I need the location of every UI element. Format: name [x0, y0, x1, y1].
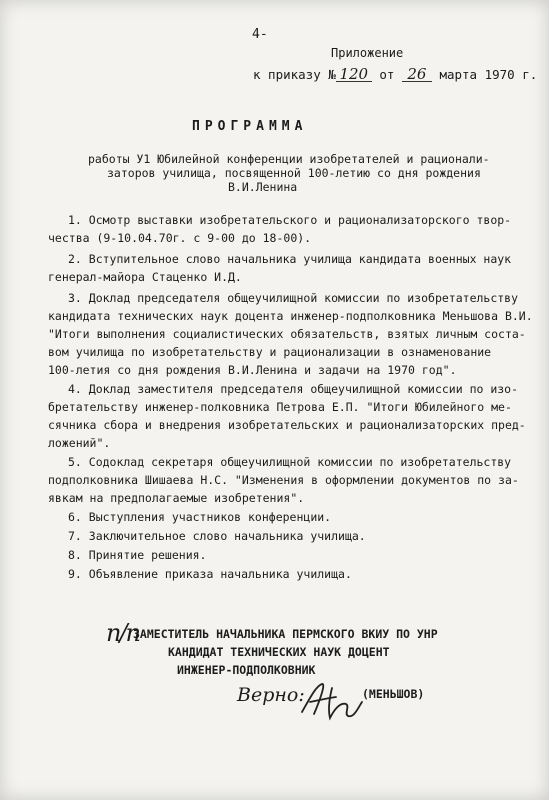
- program-item: 6. Выступления участников конференции.: [68, 510, 332, 524]
- program-item: "Итоги выполнения социалистических обязательств, взятых личным соста-: [48, 327, 526, 341]
- program-item: ложений".: [48, 436, 111, 450]
- signature-title-line: КАНДИДАТ ТЕХНИЧЕСКИХ НАУК ДОЦЕНТ: [168, 645, 390, 659]
- program-item: 9. Объявление приказа начальника училища.: [68, 567, 352, 581]
- certified-handwritten: Верно:: [237, 684, 305, 706]
- program-item: вом училища по изобретательству и рационализации в ознаменование: [48, 345, 492, 359]
- program-item: 5. Содоклад секретаря общеучилищной комиссии по изобретательству: [68, 455, 512, 469]
- page-number: 4-: [252, 27, 268, 42]
- subtitle-line: В.И.Ленина: [228, 180, 298, 194]
- program-item: бретательству инженер-полковника Петрова Е.П. "Итоги Юбилейного ме-: [48, 400, 512, 414]
- program-item: 8. Принятие решения.: [68, 548, 207, 562]
- order-month-year: марта 1970 г.: [439, 67, 538, 82]
- program-item: чества (9-10.04.70г. с 9-00 до 18-00).: [48, 231, 312, 245]
- subtitle-line: заторов училища, посвященной 100-летию со дня рождения: [107, 166, 481, 180]
- handwritten-signature: [296, 678, 368, 726]
- program-item: генерал-майора Стаценко И.Д.: [48, 270, 242, 284]
- program-item: подполковника Шишаева Н.С. "Изменения в оформлении документов по за-: [48, 473, 519, 487]
- program-item: 7. Заключительное слово начальника училища.: [68, 529, 366, 543]
- signature-title-line: ИНЖЕНЕР-ПОДПОЛКОВНИК: [177, 663, 316, 677]
- signed-mark-handwritten: п/п: [106, 619, 139, 647]
- program-item: кандидата технических наук доцента инженер-подполковника Меньшова В.И.: [48, 309, 533, 323]
- program-item: 2. Вступительное слово начальника училища кандидата военных наук: [68, 252, 512, 266]
- order-prefix: к приказу №: [253, 67, 336, 82]
- program-item: явкам на предполагаемые изобретения".: [48, 491, 305, 505]
- program-item: 3. Доклад председателя общеучилищной комиссии по изобретательству: [68, 291, 519, 305]
- program-item: 1. Осмотр выставки изобретательского и рационализаторского твор-: [68, 213, 512, 227]
- order-from: от: [379, 67, 395, 82]
- order-day: 26: [402, 67, 432, 82]
- subtitle-line: работы У1 Юбилейной конференции изобретателей и рационали-: [88, 152, 490, 166]
- appendix-label: Приложение: [331, 46, 404, 60]
- program-item: 4. Доклад заместителя председателя общеучилищной комиссии по изо-: [68, 382, 519, 396]
- signatory-name: (МЕНЬШОВ): [362, 687, 425, 701]
- order-reference: [253, 67, 537, 82]
- program-item: 100-летия со дня рождения В.И.Ленина и задачи на 1970 год".: [48, 363, 457, 377]
- signature-title-line: ЗАМЕСТИТЕЛЬ НАЧАЛЬНИКА ПЕРМСКОГО ВКИУ ПО УНР: [133, 627, 438, 641]
- document-title: ПРОГРАММА: [192, 119, 308, 134]
- order-number: 120: [336, 67, 372, 82]
- program-item: сячника сбора и внедрения изобретательских и рационализаторских пред-: [48, 418, 526, 432]
